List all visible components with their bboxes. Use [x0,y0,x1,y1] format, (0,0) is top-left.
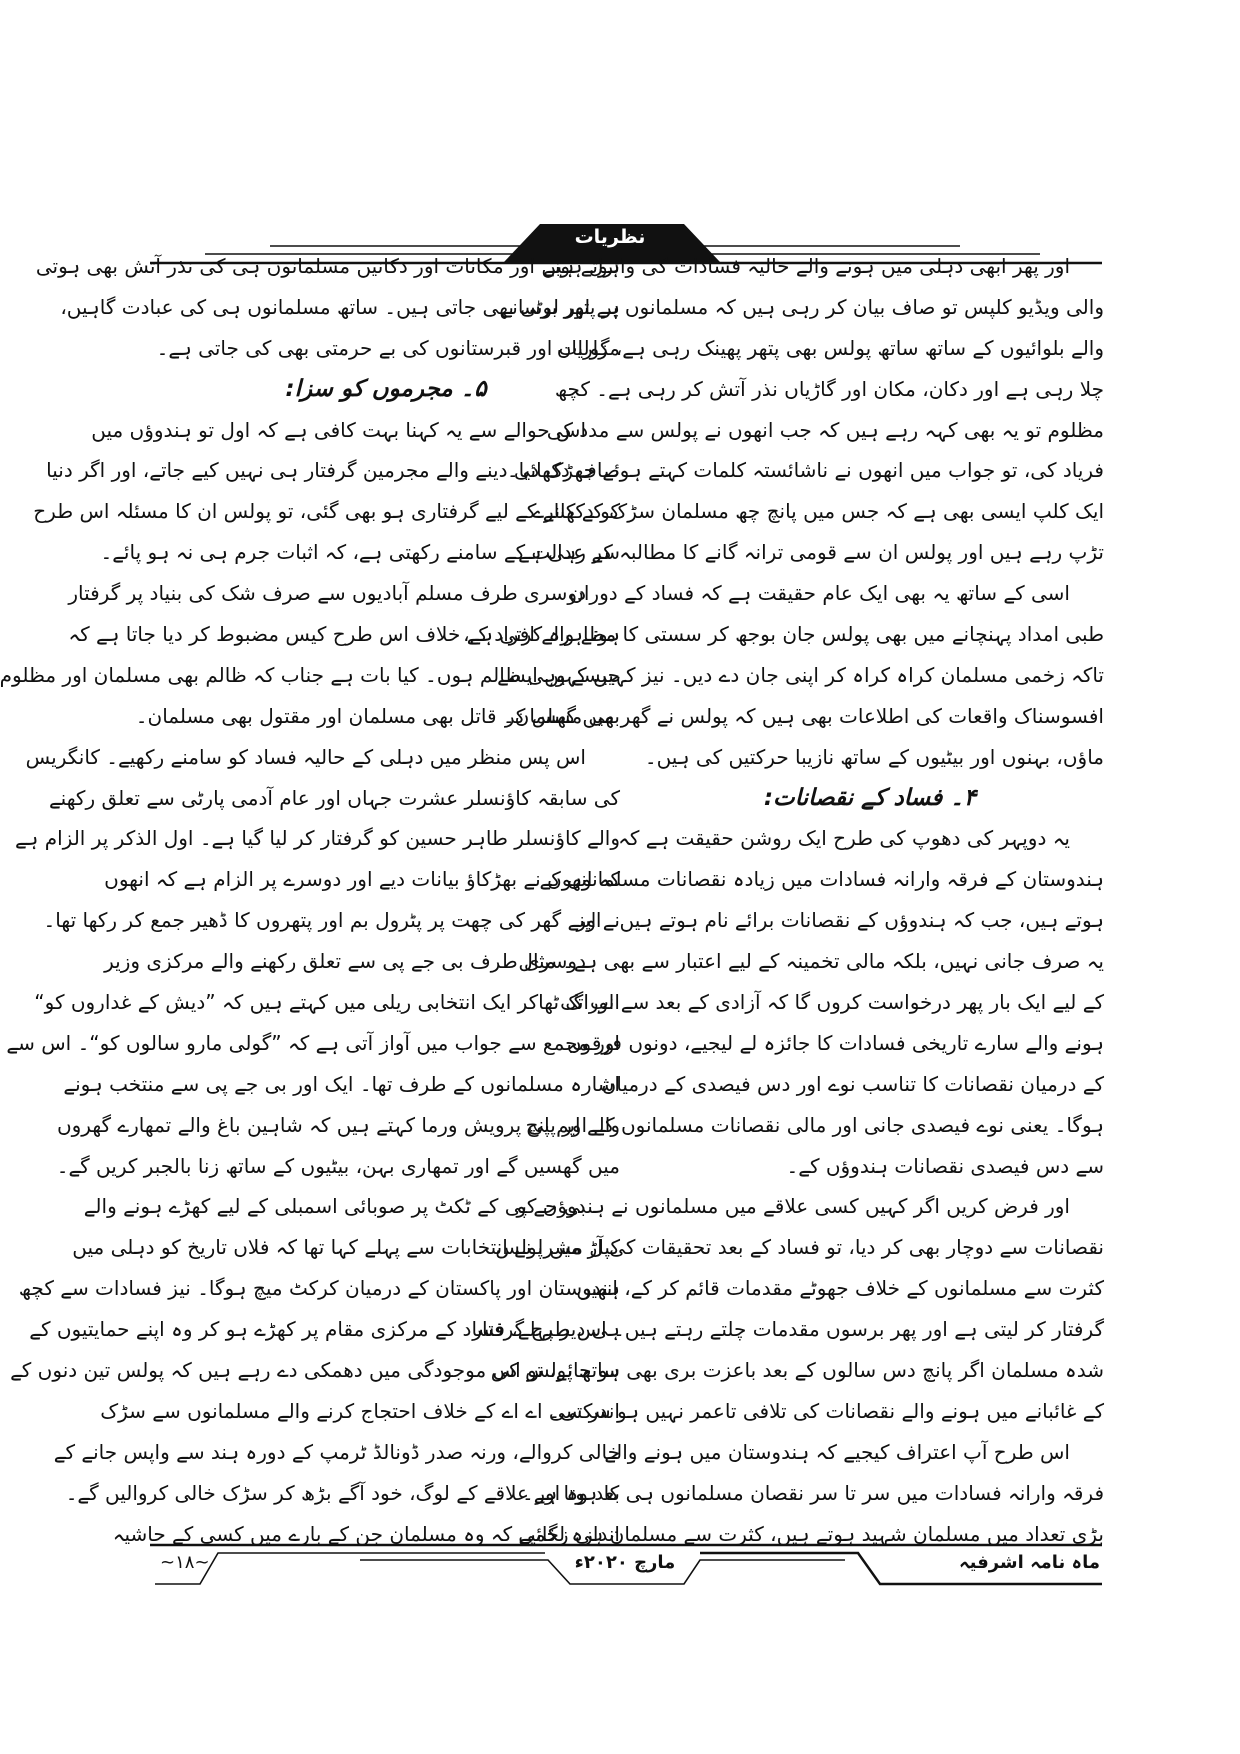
text-line: ہوگا۔ یعنی نوے فیصدی جانی اور مالی نقصانات مسلمانوں کے اور پانچ [525,1112,1104,1137]
text-line: مزارات اور قبرستانوں کی بے حرمتی بھی کی جاتی ہے۔ [156,335,620,360]
text-line: اس پس منظر میں دہلی کے حالیہ فساد کو سامنے رکھیے۔ کانگریس [25,744,586,769]
article-column-right [463,246,1104,1555]
text-line: افسوسناک واقعات کی اطلاعات بھی ہیں کہ پولس نے گھر میں گھس کر [504,703,1104,728]
text-line: بعد وہ اور علاقے کے لوگ، خود آگے بڑھ کر سڑک خالی کروالیں گے۔ [65,1480,620,1505]
section-title: نظریات [574,226,646,248]
text-line: ہوتے ہیں، جب کہ ہندوؤں کے نقصانات برائے نام ہوتے ہیں۔ اور [576,908,1104,933]
text-line: مظلوم تو یہ بھی کہہ رہے ہیں کہ جب انھوں نے پولس سے مدد کی [546,417,1104,442]
text-line: اندازہ لگائیے کہ وہ مسلمان جن کے بارے میں کسی کے حاشیہ [112,1521,620,1546]
text-line: دوسری طرف بی جے پی سے تعلق رکھنے والے مرکزی وزیر [104,949,586,974]
text-line: فرقہ وارانہ فسادات میں سر تا سر نقصان مسلمانوں ہی کا ہوتا ہے۔ [522,1480,1104,1505]
page-number: ~۱۸~ [160,1552,210,1573]
text-line: کی سابقہ کاؤنسلر عشرت جہاں اور عام آدمی پارٹی سے تعلق رکھنے [48,785,620,810]
issue-date: مارچ ۲۰۲۰ء [574,1552,676,1573]
text-line: بی جے پی کے ٹکٹ پر صوبائی اسمبلی کے لیے کھڑے ہونے والے [83,1194,586,1219]
section-heading: ۵۔ مجرموں کو سزا: [285,375,487,402]
text-line: تڑپ رہے ہیں اور پولس ان سے قومی ترانہ گانے کا مطالبہ کر رہی ہے۔ [506,540,1104,565]
text-line: کو دکھانے کے لیے گرفتاری ہو بھی گئی، تو پولس ان کا مسئلہ اس طرح [33,499,620,524]
article-column-left [0,246,620,1555]
text-line: ہونے والے افراد کے خلاف اس طرح کیس مضبوط کر دیا جاتا ہے کہ [68,622,620,647]
section-heading: ۴۔ فساد کے نقصانات: [763,784,977,811]
text-line: سے دس فیصدی نقصانات ہندوؤں کے۔ [786,1153,1104,1178]
text-line: سے عدالت کے سامنے رکھتی ہے، کہ اثبات جرم ہی نہ ہو پائے۔ [100,540,620,565]
text-line: جیسے وہی ظالم ہوں۔ کیا بات ہے جناب کہ ظالم بھی مسلمان اور مظلوم [0,662,620,687]
text-line: میں گھسیں گے اور تمھاری بہن، بیٹیوں کے ساتھ زنا بالجبر کریں گے۔ [56,1153,620,1178]
text-line: اور مجمع سے جواب میں آواز آتی ہے کہ ”گولی مارو سالوں کو“۔ اس سے [6,1030,620,1055]
text-line: ہندوستان کے فرقہ وارانہ فسادات میں زیادہ نقصانات مسلمانوں کے [539,867,1104,892]
text-line: کے غائبانے میں ہونے والے نقصانات کی تلافی تاعمر نہیں ہو سکتی۔ [548,1398,1104,1423]
text-line: چلا رہی ہے اور دکان، مکان اور گاڑیاں نذر آتش کر رہی ہے۔ کچھ [554,376,1104,401]
text-line: طبی امداد پہنچانے میں بھی پولس جان بوجھ کر سستی کا مظاہرہ کرتی ہے، [463,622,1104,647]
text-line: ہے اور لوٹی بھی جاتی ہیں۔ ساتھ مسلمانوں ہی کی عبادت گاہیں، [60,294,620,319]
text-line: ماؤں، بہنوں اور بیٹیوں کے ساتھ نازیبا حرکتیں کی ہیں۔ [644,744,1104,769]
magazine-name: ماہ نامہ اشرفیہ [959,1552,1100,1573]
text-line: والے کاؤنسلر طاہر حسین کو گرفتار کر لیا گیا ہے۔ اول الذکر پر الزام ہے [14,826,620,851]
text-line: صاف دکھائی دینے والے مجرمین گرفتار ہی نہیں کیے جاتے، اور اگر دنیا [46,458,620,483]
text-line: یہ صرف جانی نہیں، بلکہ مالی تخمینہ کے لیے اعتبار سے بھی ہے۔ مثال [518,949,1104,974]
text-line: اس طرح آپ اعتراف کیجیے کہ ہندوستان میں ہونے والے [604,1439,1070,1464]
text-line: تاکہ زخمی مسلمان کراہ کراہ کر اپنی جان دے دیں۔ نیز کہیں کہیں ایسے [497,662,1104,687]
text-line: اور فرض کریں اگر کہیں کسی علاقے میں مسلمانوں نے ہندوؤں کو [516,1194,1070,1219]
text-line: اشارہ مسلمانوں کے طرف تھا۔ ایک اور بی جے پی سے منتخب ہونے [63,1071,620,1096]
text-line: ساتھ پولس کی موجودگی میں دھمکی دے رہے ہیں کہ پولس تین دنوں کے [10,1358,620,1383]
text-line: کہ انھوں نے بھڑکاؤ بیانات دیے اور دوسرے پر الزام ہے کہ انھوں [104,867,620,892]
text-line: گرفتار کر لیتی ہے اور پھر برسوں مقدمات چلتے رہتے ہیں۔ اس طرح گرفتار [472,1317,1104,1342]
text-line: اس حوالے سے یہ کہنا بہت کافی ہے کہ اول تو ہندوؤں میں [91,417,586,442]
text-line: ایک کلپ ایسی بھی ہے کہ جس میں پانچ چھ مسلمان سڑک کے کنارے [532,499,1104,524]
text-line: والے بلوائیوں کے ساتھ ساتھ پولس بھی پتھر پھینک رہی ہے، گولیاں [556,335,1104,360]
text-line: والے ایم پی پرویش ورما کہتے ہیں کہ شاہین باغ والے تمھارے گھروں [56,1112,620,1137]
text-line: کثرت سے مسلمانوں کے خلاف جھوٹے مقدمات قائم کر کے، انھیں [576,1276,1104,1301]
text-line: کپل مشرا نے انتخابات سے پہلے کہا تھا کہ فلاں تاریخ کو دہلی میں [72,1235,620,1260]
text-line: والی ویڈیو کلپس تو صاف بیان کر رہی ہیں کہ مسلمانوں پر پتھر برسانے [500,294,1104,319]
text-line: اور پھر ابھی دہلی میں ہونے والے حالیہ فسادات کی وائرل ہونے [543,254,1070,278]
text-line: خالی کروالے، ورنہ صدر ڈونالڈ ٹرمپ کے دورہ ہند سے واپس جانے کے [53,1439,620,1464]
text-line: انوراگ ٹھاکر ایک انتخابی ریلی میں کہتے ہیں کہ ”دیش کے غداروں کو“ [34,990,620,1015]
text-line: ہندوستان اور پاکستان کے درمیان کرکٹ میچ ہوگا۔ نیز فسادات سے کچھ [18,1276,620,1301]
text-line: اسی کے ساتھ یہ بھی ایک عام حقیقت ہے کہ فساد کے دوران [569,581,1070,606]
text-line: ہی دیر پہلے، فساد کے مرکزی مقام پر کھڑے ہو کر وہ اپنے حمایتیوں کے [29,1317,620,1342]
text-line: یہ دوپہر کی دھوپ کی طرح ایک روشن حقیقت ہے کہ [618,826,1070,851]
text-line: فریاد کی، تو جواب میں انھوں نے ناشائستہ کلمات کہتے ہوئے جھڑک دیا۔ [506,458,1104,483]
text-line: بھی مسلمان۔ قاتل بھی مسلمان اور مقتول بھی مسلمان۔ [135,703,620,728]
text-line: کے درمیان نقصانات کا تناسب نوے اور دس فیصدی کے درمیان [601,1071,1104,1096]
text-line: کے لیے ایک بار پھر درخواست کروں گا کہ آزادی کے بعد سے اب تک [560,990,1104,1015]
text-line: نے اپنے گھر کی چھت پر پٹرول بم اور پتھروں کا ڈھیر جمع کر رکھا تھا۔ [43,908,620,933]
text-line: بڑی تعداد میں مسلمان شہید ہوتے ہیں، کثرت سے مسلمان ہی زخمی [518,1521,1104,1546]
text-line: ہونے والے سارے تاریخی فسادات کا جائزہ لے لیجیے، دونوں فرقوں [566,1030,1104,1055]
text-line: اندر سی اے اے کے خلاف احتجاج کرنے والے مسلمانوں سے سڑک [100,1398,620,1423]
text-line: شدہ مسلمان اگر پانچ دس سالوں کے بعد باعزت بری بھی ہو جائے، تو اس [490,1358,1104,1383]
text-line: نقصانات سے دوچار بھی کر دیا، تو فساد کے بعد تحقیقات کی آڑ میں پولس [495,1235,1104,1260]
text-line: دوسری طرف مسلم آبادیوں سے صرف شک کی بنیاد پر گرفتار [68,581,586,606]
text-line: ہوتے ہیں اور مکانات اور دکانیں مسلمانوں ہی کی نذر آتش بھی ہوتی [35,254,620,278]
